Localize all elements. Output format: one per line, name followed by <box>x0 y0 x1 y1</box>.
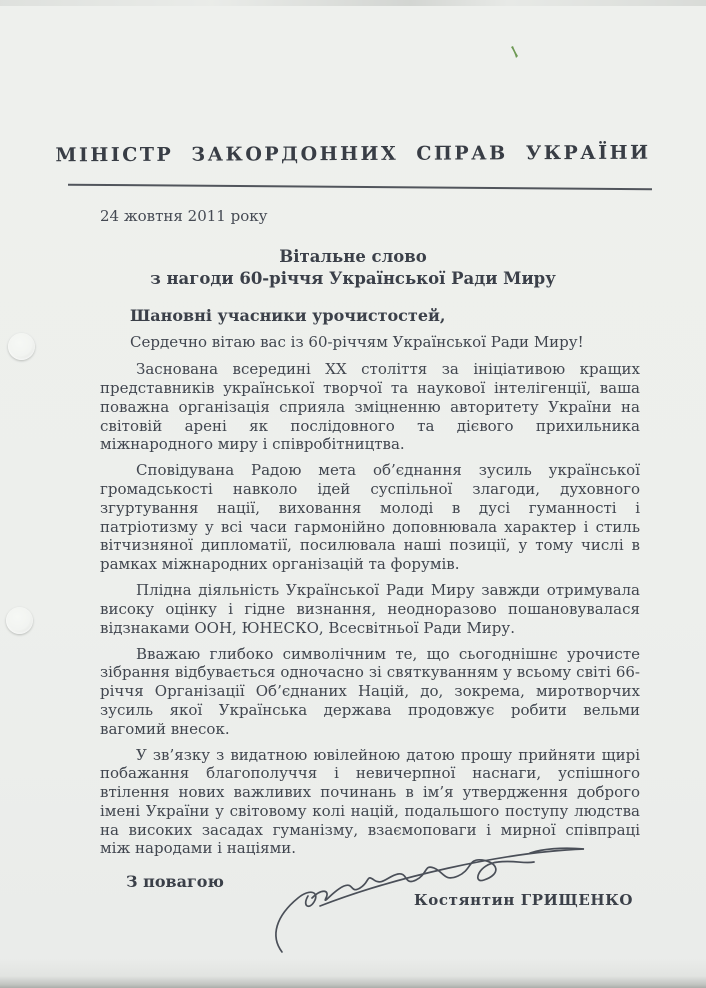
letterhead-title: МІНІСТР ЗАКОРДОННИХ СПРАВ УКРАЇНИ <box>55 141 651 167</box>
green-pen-mark-icon <box>507 45 521 61</box>
document-title-line1: Вітальне слово <box>279 247 427 266</box>
paragraph-2: Сповідувана Радою мета об’єднання зусиль української громадськості навколо ідей суспільної злагоди, духовного згуртування нації, виховання молоді в дусі гуманності і патріотизму у всі часи гармонійно доповнювала характер і стиль вітчизняної дипломатії, посилювала наші позиції, у тому числі в рамках міжнародних організацій та форумів. <box>100 461 640 573</box>
document-title-line2: з нагоди 60-річчя Української Ради Миру <box>150 269 556 288</box>
letter-body <box>100 307 640 892</box>
paragraph-4: Вважаю глибоко символічним те, що сьогоднішнє урочисте зібрання відбувається одночасно зі святкуванням у всьому світі 66-річчя Організації Об’єднаних Націй, до, зокрема, миротворчих зусиль якої Українська держава продовжує робити вельми вагомий внесок. <box>100 644 640 738</box>
greeting-line: Сердечно вітаю вас із 60-річчям Української Ради Миру! <box>130 332 584 351</box>
scan-edge-artifact-bottom <box>0 976 706 988</box>
document-title <box>0 246 706 290</box>
paragraph-3: Плідна діяльність Української Ради Миру завжди отримувала високу оцінку і гідне визнання, неодноразово пошановувалася відзнаками ООН, ЮНЕСКО, Всесвітньої Ради Миру. <box>100 581 640 637</box>
paragraph-1: Заснована всередині ХХ століття за ініціативою кращих представників української творчої та наукової інтелігенції, ваша поважна організація сприяла зміцненню авторитету України на світовій арені як послідовного та дієвого прихильника міжнародного миру і співробітництва. <box>100 360 640 454</box>
document-date: 24 жовтня 2011 року <box>100 207 268 225</box>
paragraph-5: У зв’язку з видатною ювілейною датою прошу прийняти щирі побажання благополуччя і невичерпної наснаги, успішного втілення нових важливих починань в ім’я утвердження доброго імені України у світовому колі націй, подальшого поступу людства на високих засадах гуманізму, взаємоповаги і мирної співпраці між народами і націями. <box>100 745 640 858</box>
hole-punch-icon <box>6 607 33 634</box>
signer-name: Костянтин ГРИЩЕНКО <box>414 891 634 909</box>
scan-edge-artifact-top <box>0 0 706 6</box>
letterhead-divider <box>68 184 652 191</box>
hole-punch-icon <box>8 333 35 360</box>
closing-phrase: З повагою <box>126 871 224 891</box>
salutation: Шановні учасники урочистостей, <box>130 306 446 325</box>
